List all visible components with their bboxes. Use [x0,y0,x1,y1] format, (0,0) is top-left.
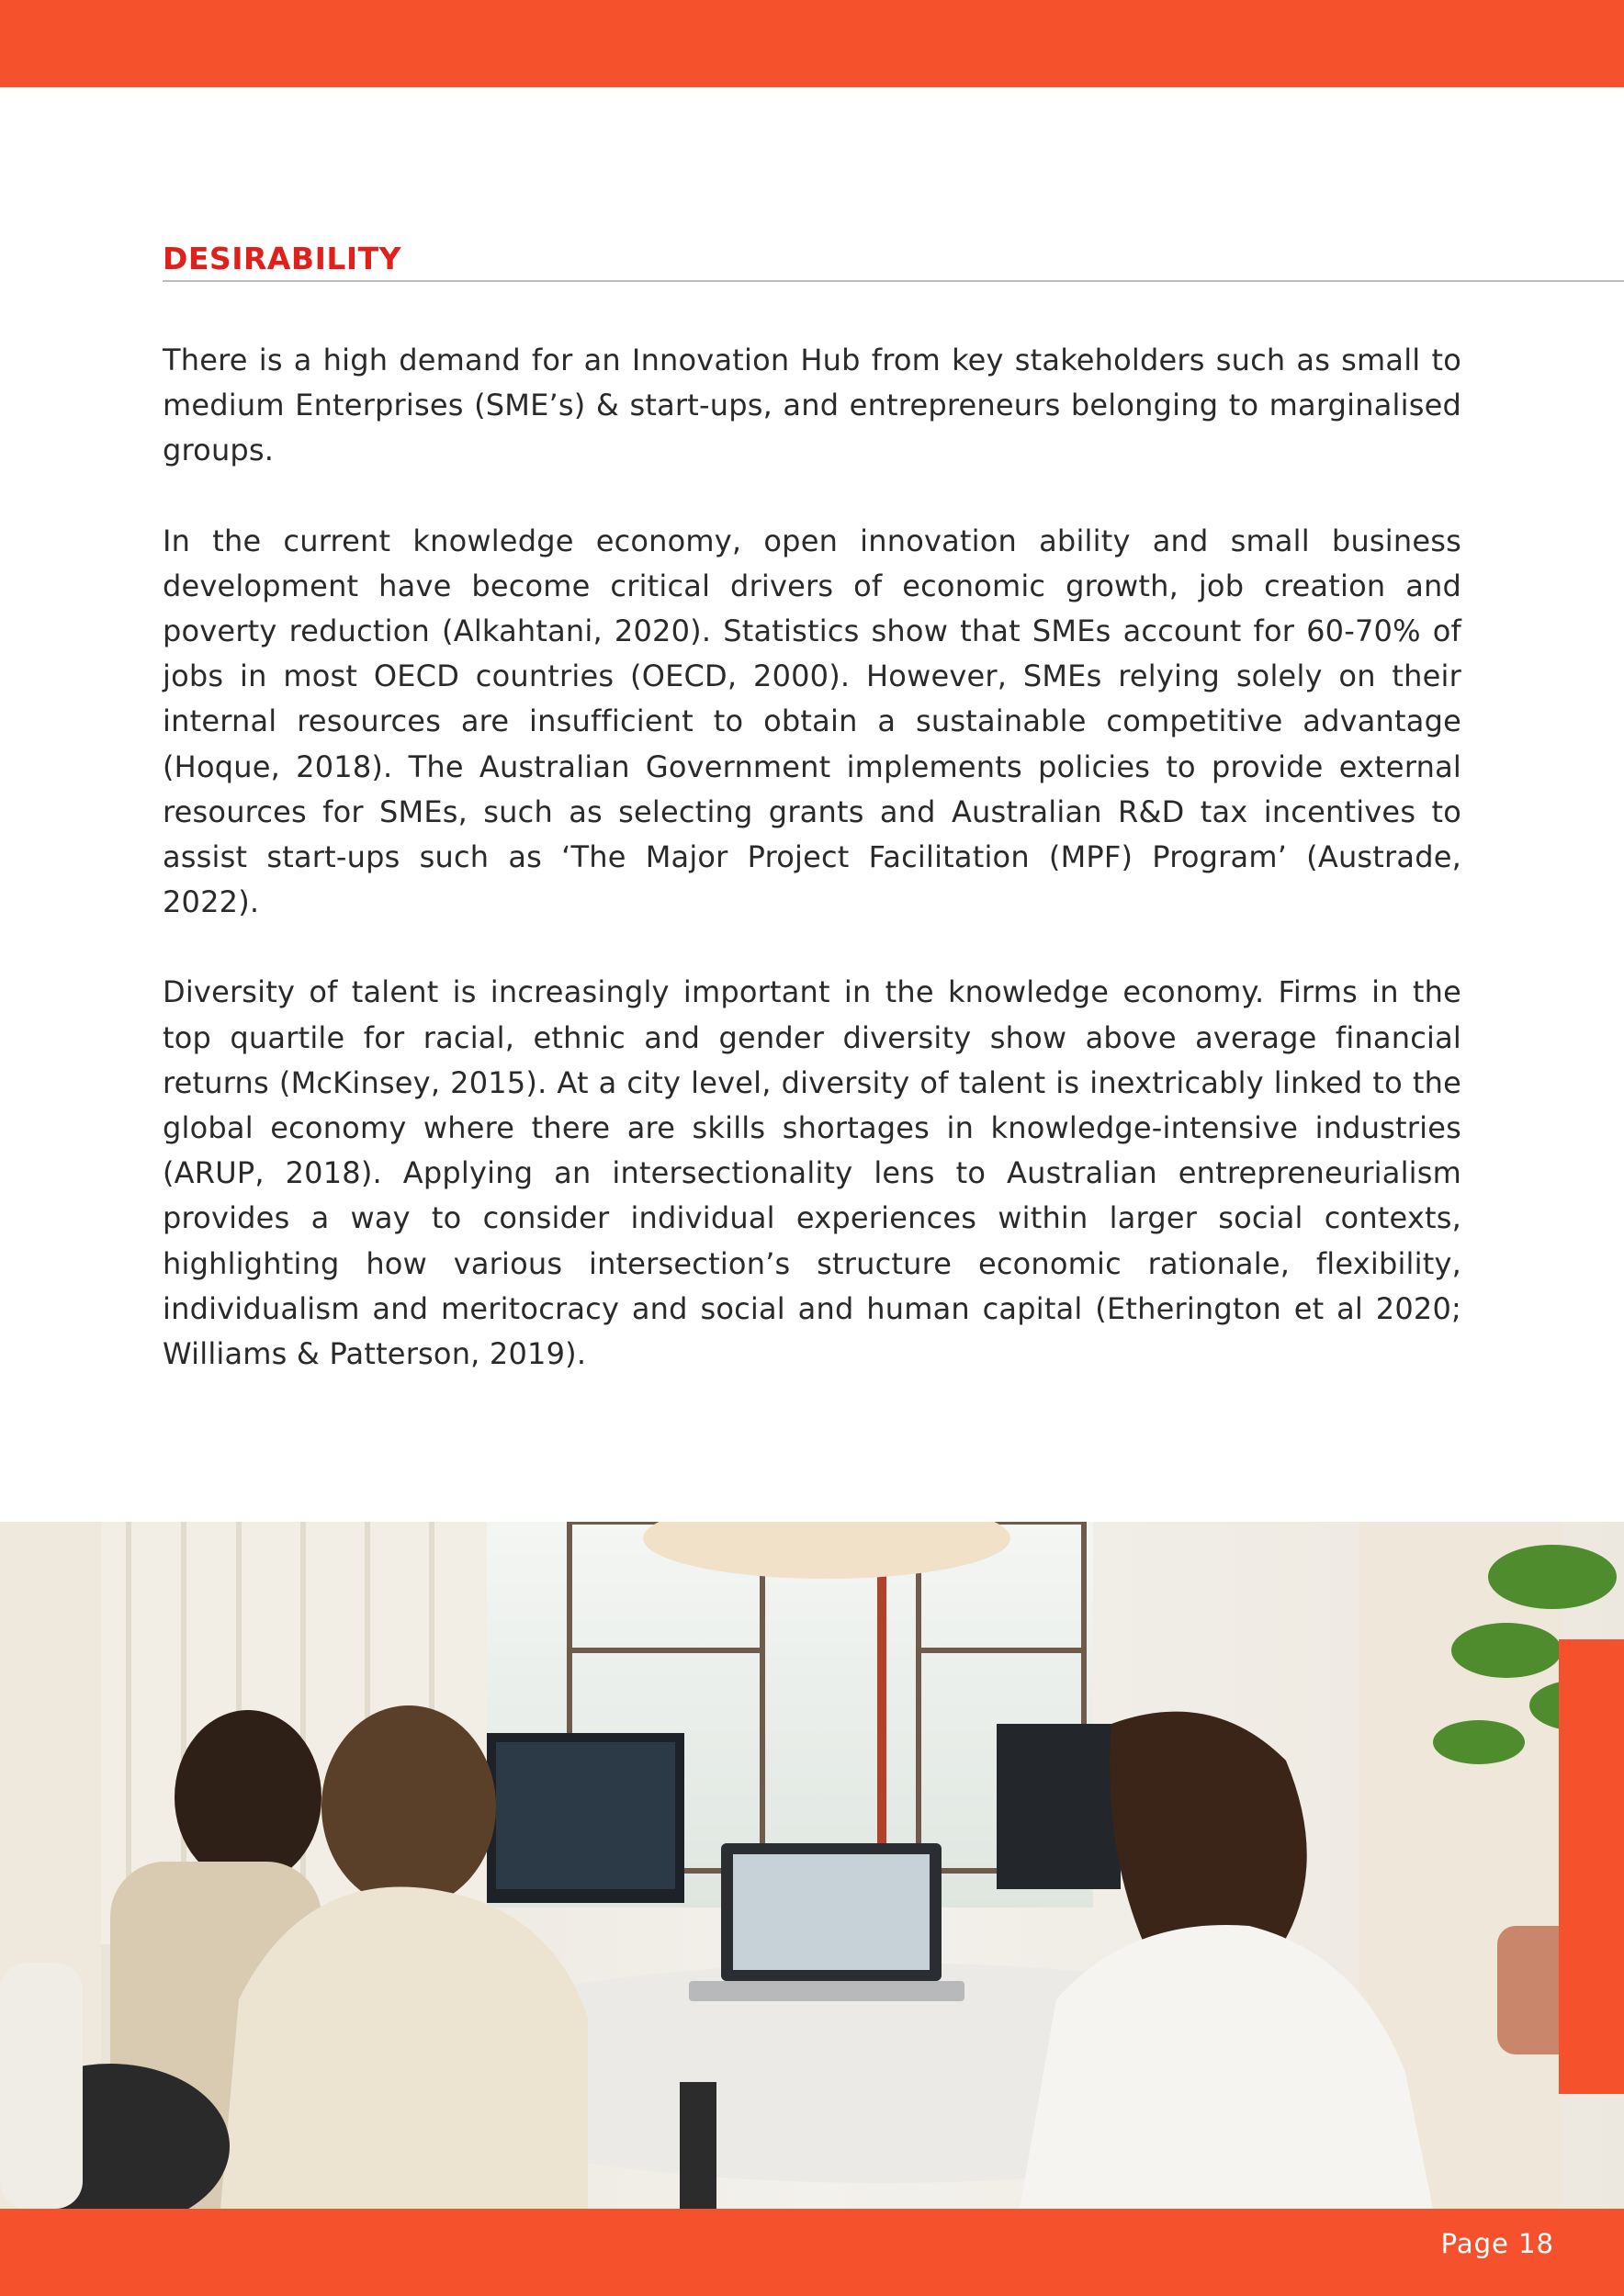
body-text [163,338,1461,1422]
paragraph-1: There is a high demand for an Innovation Hub from key stakeholders such as small to medium Enterprises (SME’s) & start-ups, and entrepreneurs belonging to marginalised groups. [163,343,1461,468]
top-accent-bar [0,0,1624,87]
office-team-photo [0,1522,1624,2209]
side-accent-block [1559,1639,1624,2094]
section-heading: DESIRABILITY [163,241,402,276]
bottom-accent-bar [0,2209,1624,2296]
paragraph-3: Diversity of talent is increasingly important in the knowledge economy. Firms in the top quartile for racial, ethnic and gender diversity show above average financial returns (McKinsey, 2015). At a city level, diversity of talent is inextricably linked to the global economy where there are skills shortages in knowledge-intensive industries (ARUP, 2018). Applying an intersectionality lens to Australian entrepreneurialism provides a way to consider individual experiences within larger social contexts, highlighting how various intersection’s structure economic rationale, flexibility, individualism and meritocracy and social and human capital (Etherington et al 2020; Williams & Patterson, 2019). [163,974,1461,1372]
paragraph-2: In the current knowledge economy, open innovation ability and small business development have become critical drivers of economic growth, job creation and poverty reduction (Alkahtani, 2020). Statistics show that SMEs account for 60-70% of jobs in most OECD countries (OECD, 2000). However, SMEs relying solely on their internal resources are insufficient to obtain a sustainable competitive advantage (Hoque, 2018). The Australian Government implements policies to provide external resources for SMEs, such as selecting grants and Australian R&D tax incentives to assist start-ups such as ‘The Major Project Facilitation (MPF) Program’ (Austrade, 2022). [163,523,1461,920]
heading-divider [163,280,1624,282]
page-number: Page 18 [1440,2228,1554,2259]
